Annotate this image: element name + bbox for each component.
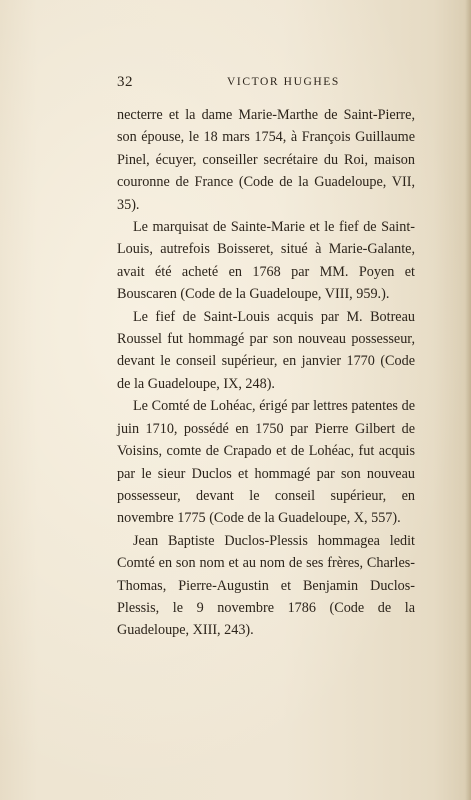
running-title: VICTOR HUGHES xyxy=(227,76,340,88)
paragraph-5: Jean Baptiste Duclos-Plessis hommagea ledit Comté en son nom et au nom de ses frères, Charles-Thomas, Pierre-Augustin et Benjamin Duclos-Plessis, le 9 novembre 1786 (Code de la Guadeloupe, XIII, 243). xyxy=(117,532,415,639)
body-text xyxy=(117,104,415,642)
paragraph-1: necterre et la dame Marie-Marthe de Saint-Pierre, son épouse, le 18 mars 1754, à François Guillaume Pinel, écuyer, conseiller secrétaire du Roi, maison couronne de France (Code de la Guadeloupe, VII, 35). xyxy=(117,107,415,213)
running-head xyxy=(117,74,417,94)
page-number: 32 xyxy=(117,74,133,90)
page-edge-shadow xyxy=(465,0,471,800)
paragraph-3: Le fief de Saint-Louis acquis par M. Botreau Roussel fut hommagé par son nouveau possesseur, devant le conseil supérieur, en janvier 1770 (Code de la Guadeloupe, IX, 248). xyxy=(117,308,415,392)
paragraph-4: Le Comté de Lohéac, érigé par lettres patentes de juin 1710, possédé en 1750 par Pierre Gilbert de Voisins, comte de Crapado et de Lohéac, fut acquis par le sieur Duclos et hommagé par son nouveau possesseur, devant le conseil supérieur, en novembre 1775 (Code de la Guadeloupe, X, 557). xyxy=(117,398,415,527)
paragraph-2: Le marquisat de Sainte-Marie et le fief de Saint-Louis, autrefois Boisseret, situé à Marie-Galante, avait été acheté en 1768 par MM. Poyen et Bouscaren (Code de la Guadeloupe, VIII, 959.). xyxy=(117,219,415,303)
